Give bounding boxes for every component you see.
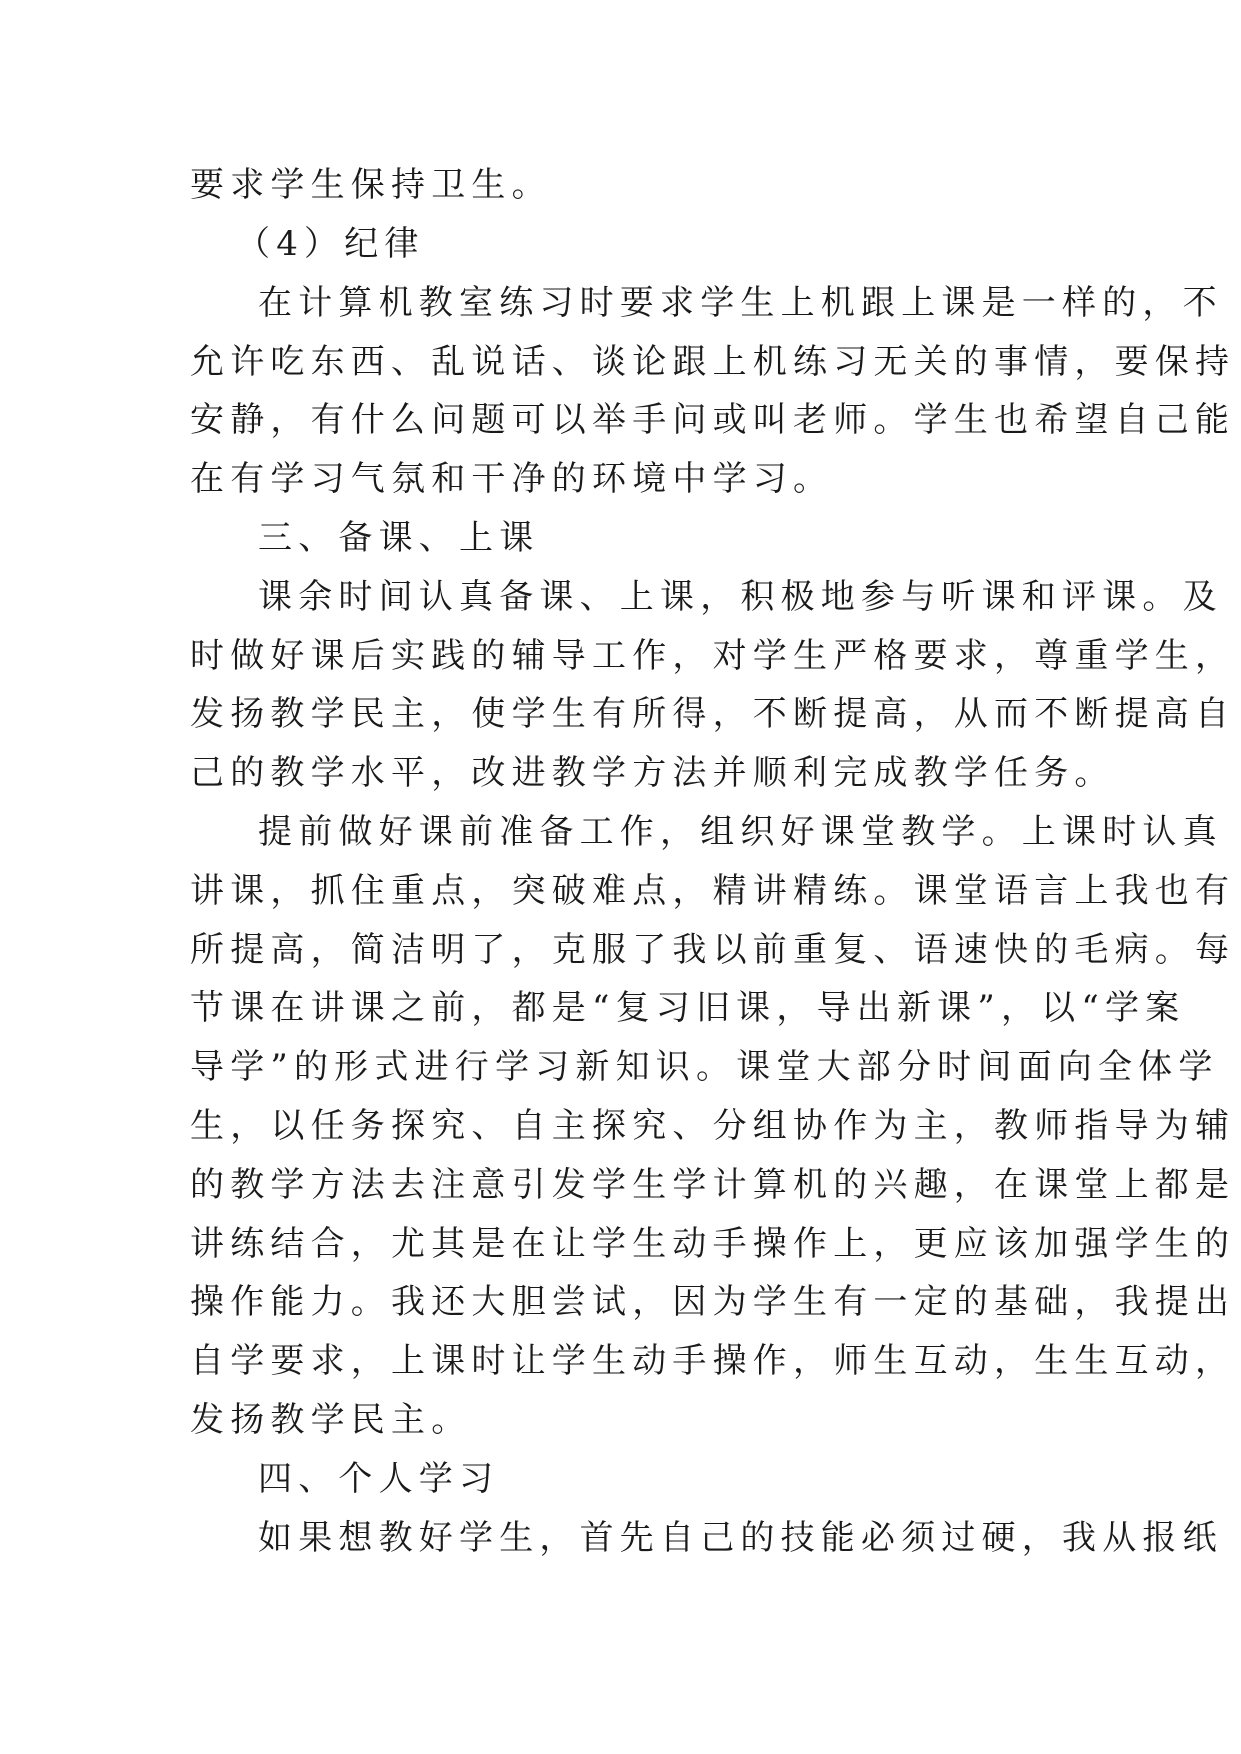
text-line: 如果想教好学生，首先自己的技能必须过硬，我从报纸 (258, 1518, 1223, 1558)
text-line: 在计算机教室练习时要求学生上机跟上课是一样的，不 (258, 283, 1223, 323)
section-heading-3: 三、备课、上课 (258, 518, 540, 558)
text-line: 课余时间认真备课、上课，积极地参与听课和评课。及 (258, 577, 1223, 617)
text-line: 发扬教学民主。 (190, 1400, 472, 1440)
text-line: 节课在讲课之前，都是“复习旧课，导出新课”，以“学案 (190, 988, 1186, 1028)
text-line: 时做好课后实践的辅导工作，对学生严格要求，尊重学生， (190, 636, 1236, 676)
text-line: 安静，有什么问题可以举手问或叫老师。学生也希望自己能 (190, 400, 1236, 440)
text-line: 导学”的形式进行学习新知识。课堂大部分时间面向全体学 (190, 1047, 1219, 1087)
text-line: 己的教学水平，改进教学方法并顺利完成教学任务。 (190, 753, 1115, 793)
text-line: 操作能力。我还大胆尝试，因为学生有一定的基础，我提出 (190, 1282, 1236, 1322)
text-line: 所提高，简洁明了，克服了我以前重复、语速快的毛病。每 (190, 930, 1236, 970)
text-line: 在有学习气氛和干净的环境中学习。 (190, 459, 834, 499)
text-line: 发扬教学民主，使学生有所得，不断提高，从而不断提高自 (190, 694, 1236, 734)
text-line: 提前做好课前准备工作，组织好课堂教学。上课时认真 (258, 812, 1223, 852)
text-line: 自学要求，上课时让学生动手操作，师生互动，生生互动， (190, 1341, 1236, 1381)
text-line: 允许吃东西、乱说话、谈论跟上机练习无关的事情，要保持 (190, 342, 1236, 382)
text-line: 要求学生保持卫生。 (190, 165, 552, 205)
text-line: 讲练结合，尤其是在让学生动手操作上，更应该加强学生的 (190, 1224, 1236, 1264)
subheading-discipline: （4）纪律 (236, 224, 425, 264)
text-line: 生，以任务探究、自主探究、分组协作为主，教师指导为辅 (190, 1106, 1236, 1146)
text-line: 的教学方法去注意引发学生学计算机的兴趣，在课堂上都是 (190, 1165, 1236, 1205)
section-heading-4: 四、个人学习 (258, 1459, 500, 1499)
text-line: 讲课，抓住重点，突破难点，精讲精练。课堂语言上我也有 (190, 871, 1236, 911)
